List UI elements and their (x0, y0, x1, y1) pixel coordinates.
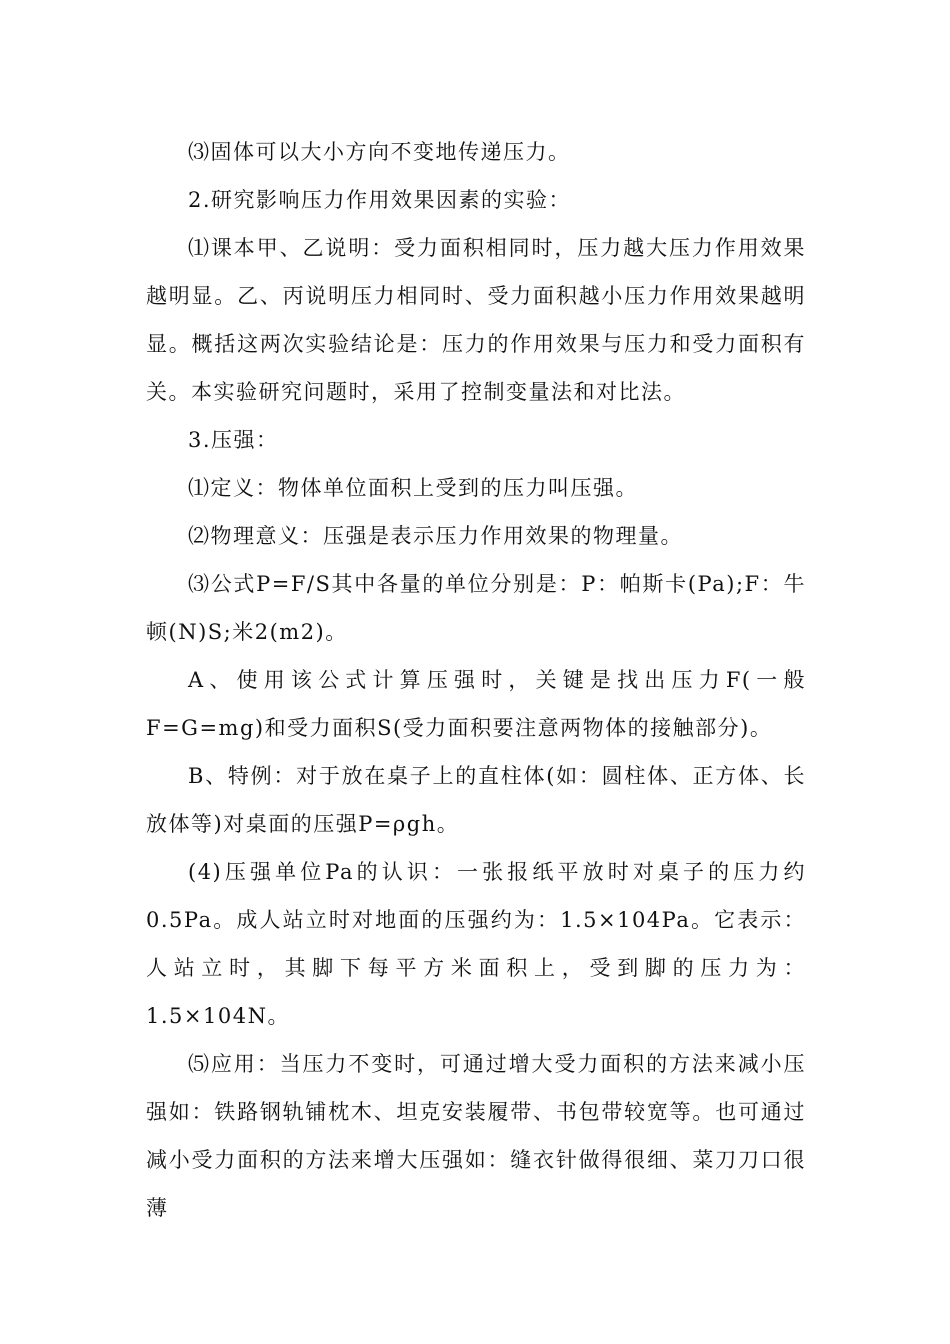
paragraph-solid-transmits-pressure: ⑶固体可以大小方向不变地传递压力。 (188, 140, 571, 164)
paragraph-applications: ⑸应用：当压力不变时，可通过增大受力面积的方法来减小压强如：铁路钢轨铺枕木、坦克安装履带、书包带较宽等。也可通过减小受力面积的方法来增大压强如：缝衣针做得很细、菜刀刀口很薄 (146, 1052, 806, 1220)
paragraph-formula-units: ⑶公式P=F/S其中各量的单位分别是：P：帕斯卡(Pa);F：牛顿(N)S;米2(m2)。 (146, 572, 806, 644)
paragraph-physical-meaning: ⑵物理意义：压强是表示压力作用效果的物理量。 (188, 524, 683, 548)
heading-pressure-effect-experiment: 2.研究影响压力作用效果因素的实验： (188, 188, 572, 212)
paragraph-experiment-conclusion: ⑴课本甲、乙说明：受力面积相同时，压力越大压力作用效果越明显。乙、丙说明压力相同时、受力面积越小压力作用效果越明显。概括这两次实验结论是：压力的作用效果与压力和受力面积有关。本实验研究问题时，采用了控制变量法和对比法。 (146, 236, 806, 404)
heading-pressure: 3.压强： (188, 428, 279, 452)
paragraph-special-case: B、特例：对于放在桌子上的直柱体(如：圆柱体、正方体、长放体等)对桌面的压强P=ρgh。 (146, 764, 806, 836)
paragraph-definition: ⑴定义：物体单位面积上受到的压力叫压强。 (188, 476, 638, 500)
document-body (146, 128, 806, 1232)
paragraph-pascal-unit: (4)压强单位Pa的认识：一张报纸平放时对桌子的压力约0.5Pa。成人站立时对地面的压强约为：1.5×104Pa。它表示：人站立时，其脚下每平方米面积上，受到脚的压力为：1.5×104N。 (146, 860, 806, 1028)
paragraph-formula-usage: A、使用该公式计算压强时，关键是找出压力F(一般F=G=mg)和受力面积S(受力面积要注意两物体的接触部分)。 (146, 668, 806, 740)
